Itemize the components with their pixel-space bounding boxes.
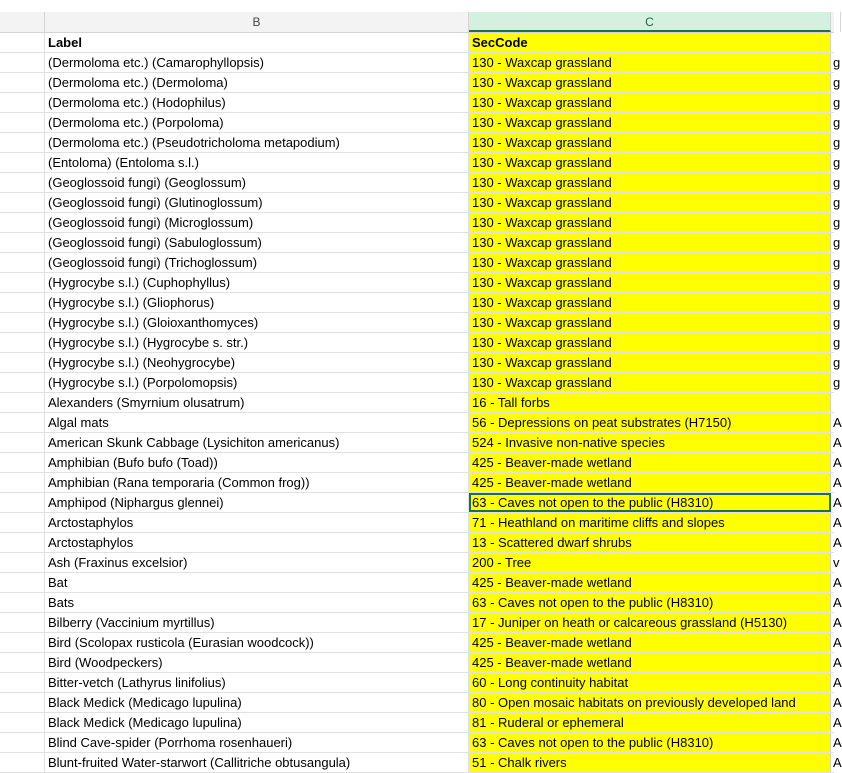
cell-a[interactable]	[0, 213, 45, 232]
cell-d[interactable]: g	[833, 315, 841, 330]
cell-d[interactable]: g	[833, 155, 841, 170]
table-row	[0, 213, 841, 233]
label-cell[interactable]: (Geoglossoid fungi) (Geoglossum)	[45, 173, 469, 192]
cell-a[interactable]	[0, 93, 45, 112]
label-cell[interactable]: (Dermoloma etc.) (Hodophilus)	[45, 93, 469, 112]
seccode-cell[interactable]: 130 - Waxcap grassland	[469, 193, 831, 212]
cell-d[interactable]: g	[833, 215, 841, 230]
cell-d[interactable]: A	[833, 635, 842, 650]
table-row	[0, 373, 841, 393]
table-row	[0, 393, 834, 413]
seccode-cell[interactable]: 13 - Scattered dwarf shrubs	[469, 533, 831, 552]
table-row	[0, 253, 841, 273]
table-row	[0, 653, 842, 673]
cell-d[interactable]	[831, 393, 841, 412]
seccode-cell[interactable]: 130 - Waxcap grassland	[469, 213, 831, 232]
cell-d[interactable]: A	[833, 755, 842, 770]
column-header-c[interactable]: C	[469, 12, 831, 32]
seccode-cell[interactable]: 130 - Waxcap grassland	[469, 133, 831, 152]
label-cell[interactable]: Arctostaphylos	[45, 513, 469, 532]
cell-d[interactable]: g	[833, 95, 841, 110]
cell-a[interactable]	[0, 313, 45, 332]
table-row	[0, 113, 841, 133]
cell-a[interactable]	[0, 113, 45, 132]
cell-a[interactable]	[0, 673, 45, 692]
seccode-cell[interactable]: 51 - Chalk rivers	[469, 753, 831, 772]
table-row	[0, 633, 842, 653]
cell-a[interactable]	[0, 693, 45, 712]
cell-a[interactable]	[0, 273, 45, 292]
table-row	[0, 313, 841, 333]
table-row	[0, 153, 841, 173]
seccode-cell[interactable]: 17 - Juniper on heath or calcareous grassland (H5130)	[469, 613, 831, 632]
table-row	[0, 413, 842, 433]
cell-d[interactable]: g	[833, 175, 841, 190]
seccode-cell[interactable]: 130 - Waxcap grassland	[469, 233, 831, 252]
label-cell[interactable]: Ash (Fraxinus excelsior)	[45, 553, 469, 572]
label-cell[interactable]: (Dermoloma etc.) (Camarophyllopsis)	[45, 53, 469, 72]
seccode-cell[interactable]: 130 - Waxcap grassland	[469, 253, 831, 272]
cell-a[interactable]	[0, 533, 45, 552]
label-cell[interactable]: (Geoglossoid fungi) (Glutinoglossum)	[45, 193, 469, 212]
label-cell[interactable]: Alexanders (Smyrnium olusatrum)	[45, 393, 469, 412]
seccode-cell[interactable]: 130 - Waxcap grassland	[469, 333, 831, 352]
cell-a[interactable]	[0, 413, 45, 432]
label-header-cell[interactable]: Label	[45, 33, 469, 52]
cell-d[interactable]: g	[833, 255, 841, 270]
cell-d[interactable]: A	[833, 715, 842, 730]
cell-d[interactable]: A	[833, 675, 842, 690]
cell-a[interactable]	[0, 373, 45, 392]
cell-d[interactable]: v	[833, 555, 840, 570]
seccode-cell[interactable]: 56 - Depressions on peat substrates (H7150)	[469, 413, 831, 432]
table-row	[0, 353, 841, 373]
seccode-cell[interactable]: 130 - Waxcap grassland	[469, 313, 831, 332]
seccode-cell[interactable]: 16 - Tall forbs	[469, 393, 831, 412]
table-row	[0, 613, 842, 633]
table-row	[0, 753, 842, 773]
table-row	[0, 573, 842, 593]
cell-d[interactable]: A	[833, 575, 842, 590]
label-cell[interactable]: Algal mats	[45, 413, 469, 432]
cell-a[interactable]	[0, 653, 45, 672]
label-cell[interactable]: Black Medick (Medicago lupulina)	[45, 693, 469, 712]
label-cell[interactable]: Amphibian (Rana temporaria (Common frog))	[45, 473, 469, 492]
cell-d[interactable]: A	[833, 435, 842, 450]
cell-d[interactable]: g	[833, 335, 841, 350]
label-cell[interactable]: Bitter-vetch (Lathyrus linifolius)	[45, 673, 469, 692]
table-row	[0, 533, 842, 553]
formula-bar-remnant	[0, 0, 834, 12]
cell-a[interactable]	[0, 293, 45, 312]
cell-a[interactable]	[0, 53, 45, 72]
cell-a[interactable]	[0, 493, 45, 512]
label-cell[interactable]: Bird (Woodpeckers)	[45, 653, 469, 672]
seccode-cell[interactable]: 130 - Waxcap grassland	[469, 353, 831, 372]
seccode-cell[interactable]: 130 - Waxcap grassland	[469, 273, 831, 292]
cell-d[interactable]: g	[833, 135, 841, 150]
label-cell[interactable]: (Dermoloma etc.) (Dermoloma)	[45, 73, 469, 92]
cell-d[interactable]: g	[833, 235, 841, 250]
label-cell[interactable]: Amphibian (Bufo bufo (Toad))	[45, 453, 469, 472]
seccode-cell[interactable]: 63 - Caves not open to the public (H8310)	[469, 593, 831, 612]
table-row	[0, 233, 841, 253]
table-row	[0, 713, 842, 733]
cell-d[interactable]: g	[833, 55, 841, 70]
table-row	[0, 433, 842, 453]
seccode-cell[interactable]: 80 - Open mosaic habitats on previously developed land	[469, 693, 831, 712]
table-row	[0, 193, 841, 213]
seccode-cell[interactable]: 71 - Heathland on maritime cliffs and slopes	[469, 513, 831, 532]
label-cell[interactable]: Black Medick (Medicago lupulina)	[45, 713, 469, 732]
label-cell[interactable]: (Geoglossoid fungi) (Sabuloglossum)	[45, 233, 469, 252]
label-cell[interactable]: (Hygrocybe s.l.) (Neohygrocybe)	[45, 353, 469, 372]
table-row	[0, 553, 840, 573]
table-row	[0, 273, 841, 293]
cell-d[interactable]: g	[833, 295, 841, 310]
seccode-cell[interactable]: 130 - Waxcap grassland	[469, 293, 831, 312]
cell-a[interactable]	[0, 733, 45, 752]
cell-d[interactable]: g	[833, 275, 841, 290]
seccode-cell[interactable]: 130 - Waxcap grassland	[469, 113, 831, 132]
cell-d[interactable]: A	[833, 595, 842, 610]
cell-a[interactable]	[0, 633, 45, 652]
cell-d[interactable]: A	[833, 475, 842, 490]
cell-d[interactable]: A	[833, 495, 842, 510]
cell-a[interactable]	[0, 333, 45, 352]
spreadsheet-grid	[0, 33, 842, 773]
seccode-cell[interactable]: 200 - Tree	[469, 553, 831, 572]
column-header-a[interactable]	[0, 12, 45, 32]
table-row	[0, 93, 841, 113]
cell-d[interactable]: g	[833, 195, 841, 210]
cell-a[interactable]	[0, 753, 45, 772]
seccode-cell[interactable]: 60 - Long continuity habitat	[469, 673, 831, 692]
cell-d[interactable]: A	[833, 515, 842, 530]
cell-a[interactable]	[0, 573, 45, 592]
cell-a[interactable]	[0, 593, 45, 612]
cell-d[interactable]	[831, 33, 841, 52]
table-row	[0, 593, 842, 613]
label-cell[interactable]: (Dermoloma etc.) (Pseudotricholoma metapodium)	[45, 133, 469, 152]
seccode-cell[interactable]: 524 - Invasive non-native species	[469, 433, 831, 452]
seccode-cell[interactable]: 81 - Ruderal or ephemeral	[469, 713, 831, 732]
cell-d[interactable]: A	[833, 415, 842, 430]
column-header-b[interactable]: B	[45, 12, 469, 32]
label-cell[interactable]: Arctostaphylos	[45, 533, 469, 552]
seccode-cell[interactable]: 130 - Waxcap grassland	[469, 373, 831, 392]
cell-d[interactable]: A	[833, 535, 842, 550]
cell-d[interactable]: A	[833, 695, 842, 710]
label-cell[interactable]: (Geoglossoid fungi) (Trichoglossum)	[45, 253, 469, 272]
cell-a[interactable]	[0, 353, 45, 372]
cell-d[interactable]: A	[833, 455, 842, 470]
seccode-cell[interactable]: 63 - Caves not open to the public (H8310)	[469, 493, 831, 512]
cell-a[interactable]	[0, 253, 45, 272]
label-cell[interactable]: (Entoloma) (Entoloma s.l.)	[45, 153, 469, 172]
cell-a[interactable]	[0, 453, 45, 472]
header-row	[0, 33, 834, 53]
seccode-cell[interactable]: 130 - Waxcap grassland	[469, 173, 831, 192]
cell-d[interactable]: A	[833, 615, 842, 630]
label-cell[interactable]: Blind Cave-spider (Porrhoma rosenhaueri)	[45, 733, 469, 752]
cell-d[interactable]: A	[833, 655, 842, 670]
column-header-bar	[0, 12, 834, 33]
table-row	[0, 173, 841, 193]
label-cell[interactable]: (Hygrocybe s.l.) (Porpolomopsis)	[45, 373, 469, 392]
cell-d[interactable]: A	[833, 735, 842, 750]
label-cell[interactable]: (Hygrocybe s.l.) (Cuphophyllus)	[45, 273, 469, 292]
seccode-header-cell[interactable]: SecCode	[469, 33, 831, 52]
seccode-cell[interactable]: 425 - Beaver-made wetland	[469, 453, 831, 472]
cell-d[interactable]: g	[833, 115, 841, 130]
cell-a[interactable]	[0, 513, 45, 532]
cell-a[interactable]	[0, 133, 45, 152]
table-row	[0, 453, 842, 473]
table-row	[0, 53, 841, 73]
label-cell[interactable]: Amphipod (Niphargus glennei)	[45, 493, 469, 512]
table-row	[0, 693, 842, 713]
label-cell[interactable]: Blunt-fruited Water-starwort (Callitriche obtusangula)	[45, 753, 469, 772]
seccode-cell[interactable]: 130 - Waxcap grassland	[469, 53, 831, 72]
cell-a[interactable]	[0, 153, 45, 172]
seccode-cell[interactable]: 63 - Caves not open to the public (H8310)	[469, 733, 831, 752]
label-cell[interactable]: Bats	[45, 593, 469, 612]
cell-a[interactable]	[0, 473, 45, 492]
table-row	[0, 733, 842, 753]
seccode-cell[interactable]: 425 - Beaver-made wetland	[469, 573, 831, 592]
label-cell[interactable]: Bird (Scolopax rusticola (Eurasian woodcock))	[45, 633, 469, 652]
cell-d[interactable]: g	[833, 355, 841, 370]
cell-a[interactable]	[0, 433, 45, 452]
column-header-d[interactable]	[831, 12, 841, 32]
seccode-cell[interactable]: 130 - Waxcap grassland	[469, 73, 831, 92]
cell-a[interactable]	[0, 393, 45, 412]
table-row	[0, 293, 841, 313]
cell-a[interactable]	[0, 713, 45, 732]
cell-a[interactable]	[0, 613, 45, 632]
cell-a[interactable]	[0, 33, 45, 52]
label-cell[interactable]: (Dermoloma etc.) (Porpoloma)	[45, 113, 469, 132]
seccode-cell[interactable]: 425 - Beaver-made wetland	[469, 653, 831, 672]
label-cell[interactable]: (Hygrocybe s.l.) (Gloioxanthomyces)	[45, 313, 469, 332]
table-row	[0, 513, 842, 533]
table-row	[0, 73, 841, 93]
cell-a[interactable]	[0, 553, 45, 572]
seccode-cell[interactable]: 130 - Waxcap grassland	[469, 153, 831, 172]
cell-d[interactable]: g	[833, 75, 841, 90]
label-cell[interactable]: Bat	[45, 573, 469, 592]
table-row	[0, 133, 841, 153]
table-row	[0, 673, 842, 693]
label-cell[interactable]: (Hygrocybe s.l.) (Hygrocybe s. str.)	[45, 333, 469, 352]
label-cell[interactable]: (Hygrocybe s.l.) (Gliophorus)	[45, 293, 469, 312]
seccode-cell[interactable]: 425 - Beaver-made wetland	[469, 473, 831, 492]
cell-a[interactable]	[0, 233, 45, 252]
cell-d[interactable]: g	[833, 375, 841, 390]
cell-a[interactable]	[0, 193, 45, 212]
seccode-cell[interactable]: 130 - Waxcap grassland	[469, 93, 831, 112]
seccode-cell[interactable]: 425 - Beaver-made wetland	[469, 633, 831, 652]
cell-a[interactable]	[0, 73, 45, 92]
table-row	[0, 473, 842, 493]
label-cell[interactable]: American Skunk Cabbage (Lysichiton americanus)	[45, 433, 469, 452]
table-row	[0, 493, 842, 513]
label-cell[interactable]: (Geoglossoid fungi) (Microglossum)	[45, 213, 469, 232]
cell-a[interactable]	[0, 173, 45, 192]
label-cell[interactable]: Bilberry (Vaccinium myrtillus)	[45, 613, 469, 632]
table-row	[0, 333, 841, 353]
